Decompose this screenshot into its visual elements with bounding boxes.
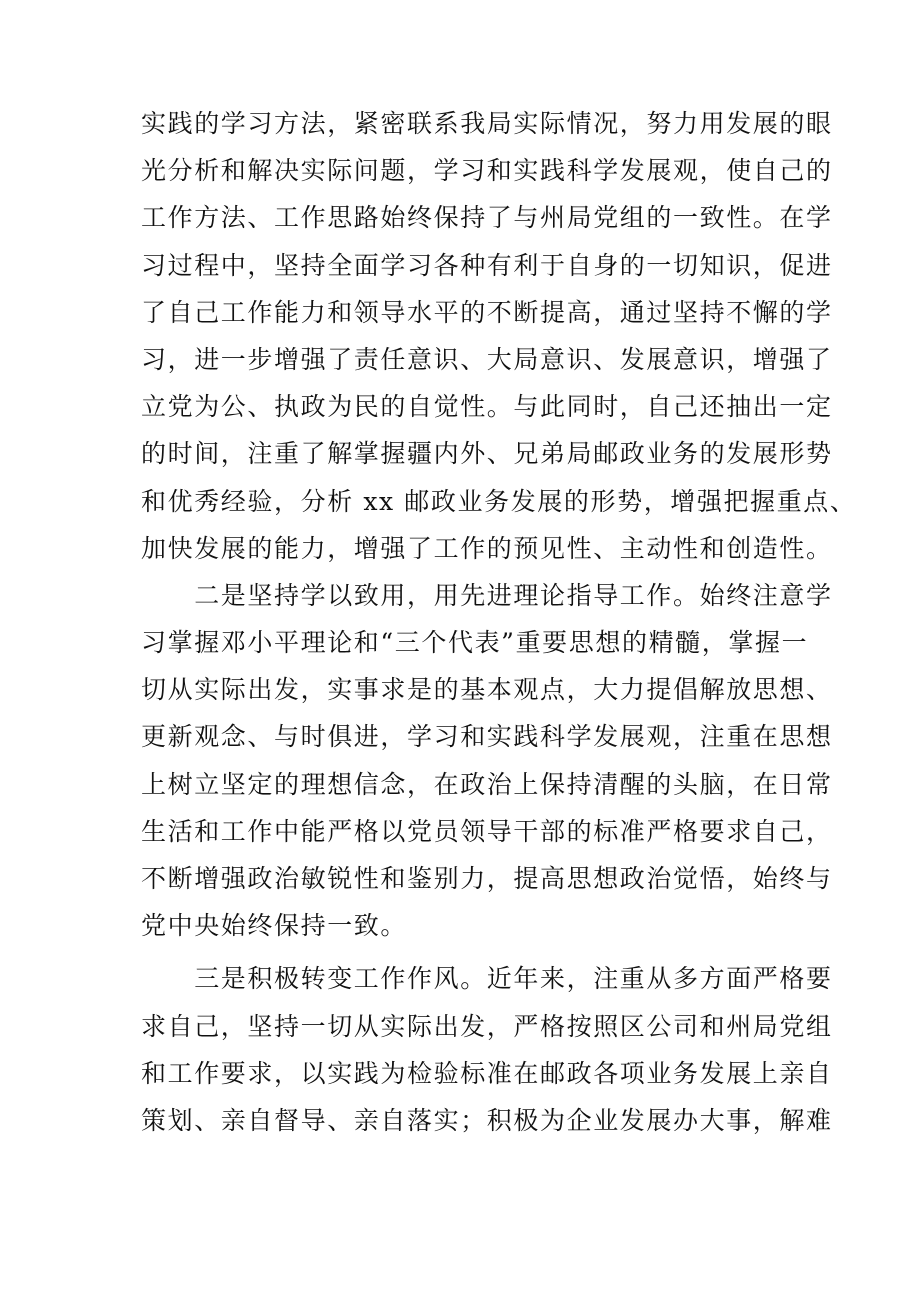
text-line: 和工作要求，以实践为检验标准在邮政各项业务发展上亲自 (141, 1058, 833, 1088)
text-line: 求自己，坚持一切从实际出发，严格按照区公司和州局党组 (141, 1011, 833, 1041)
paragraph (141, 955, 833, 1144)
document-body (141, 100, 857, 1144)
text-line: 了自己工作能力和领导水平的不断提高，通过坚持不懈的学 (141, 297, 833, 327)
text-line: 更新观念、与时俱进，学习和实践科学发展观，注重在思想 (141, 722, 833, 752)
text-line: 光分析和解决实际问题，学习和实践科学发展观，使自己的 (141, 156, 833, 186)
text-line: 生活和工作中能严格以党员领导干部的标准严格要求自己， (141, 816, 833, 846)
text-line: 切从实际出发，实事求是的基本观点，大力提倡解放思想、 (141, 675, 833, 705)
paragraph (141, 572, 833, 950)
text-line: 立党为公、执政为民的自觉性。与此同时，自己还抽出一定 (141, 392, 833, 422)
text-line: 工作方法、工作思路始终保持了与州局党组的一致性。在学 (141, 203, 833, 233)
text-line: 上树立坚定的理想信念，在政治上保持清醒的头脑，在日常 (141, 769, 833, 799)
text-line: 策划、亲自督导、亲自落实；积极为企业发展办大事，解难 (141, 1105, 833, 1135)
text-line: 加快发展的能力，增强了工作的预见性、主动性和创造性。 (141, 533, 833, 563)
text-line: 三是积极转变工作作风。近年来，注重从多方面严格要 (141, 964, 833, 994)
text-line: 实践的学习方法，紧密联系我局实际情况，努力用发展的眼 (141, 109, 833, 138)
text-line: 习掌握邓小平理论和“三个代表”重要思想的精髓，掌握一 (141, 628, 809, 658)
text-line: 二是坚持学以致用，用先进理论指导工作。始终注意学 (141, 580, 833, 610)
paragraph (141, 100, 857, 572)
text-line: 习，进一步增强了责任意识、大局意识、发展意识，增强了 (141, 344, 833, 374)
text-line: 的时间，注重了解掌握疆内外、兄弟局邮政业务的发展形势 (141, 439, 833, 469)
text-line: 党中央始终保持一致。 (141, 911, 408, 941)
text-line: 不断增强政治敏锐性和鉴别力，提高思想政治觉悟，始终与 (141, 864, 833, 893)
text-line: 和优秀经验，分析 xx 邮政业务发展的形势，增强把握重点、 (141, 486, 857, 516)
text-line: 习过程中，坚持全面学习各种有利于自身的一切知识，促进 (141, 250, 833, 280)
